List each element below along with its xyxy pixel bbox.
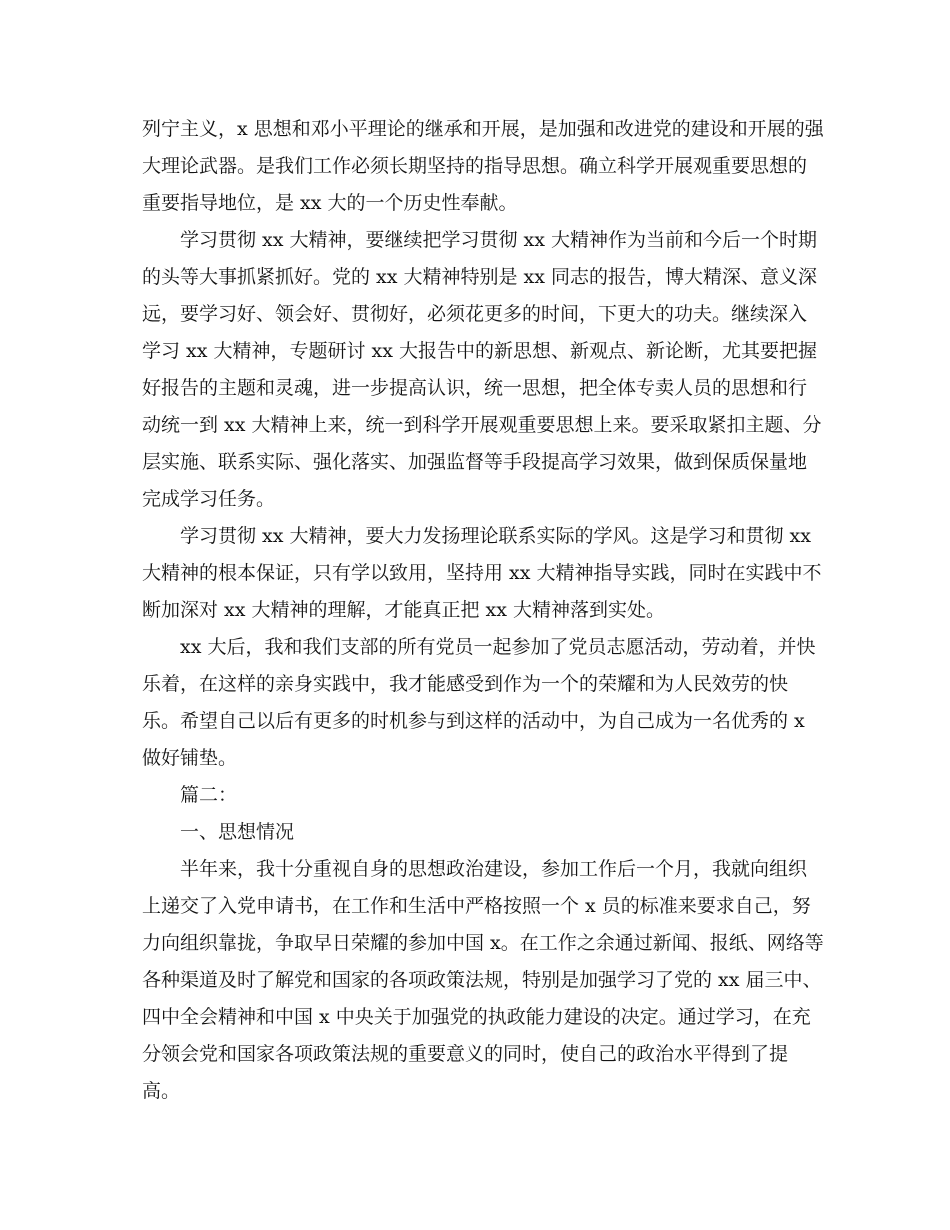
text-line: 列宁主义，x 思想和邓小平理论的继承和开展，是加强和改进党的建设和开展的强 bbox=[142, 118, 824, 140]
subsection-heading: 一、思想情况 bbox=[180, 821, 295, 843]
text-line: 力向组织靠拢，争取早日荣耀的参加中国 x。在工作之余通过新闻、报纸、网络等 bbox=[142, 932, 824, 954]
text-line: 乐。希望自己以后有更多的时机参与到这样的活动中，为自己成为一名优秀的 x bbox=[142, 710, 805, 732]
text-line: 高。 bbox=[142, 1080, 181, 1102]
text-line: 远，要学习好、领会好、贯彻好，必须花更多的时间，下更大的功夫。继续深入 bbox=[142, 303, 808, 325]
text-line: 分领会党和国家各项政策法规的重要意义的同时，使自己的政治水平得到了提 bbox=[142, 1043, 789, 1065]
text-line: 四中全会精神和中国 x 中央关于加强党的执政能力建设的决定。通过学习，在充 bbox=[142, 1006, 811, 1028]
text-line: xx 大后，我和我们支部的所有党员一起参加了党员志愿活动，劳动着，并快 bbox=[180, 636, 816, 658]
text-line: 好报告的主题和灵魂，进一步提高认识，统一思想，把全体专卖人员的思想和行 bbox=[142, 377, 808, 399]
text-line: 乐着，在这样的亲身实践中，我才能感受到作为一个的荣耀和为人民效劳的快 bbox=[142, 673, 789, 695]
text-line: 学习贯彻 xx 大精神，要大力发扬理论联系实际的学风。这是学习和贯彻 xx bbox=[180, 525, 811, 547]
text-line: 大理论武器。是我们工作必须长期坚持的指导思想。确立科学开展观重要思想的 bbox=[142, 155, 808, 177]
text-line: 做好铺垫。 bbox=[142, 747, 238, 769]
section-heading: 篇二： bbox=[180, 784, 238, 806]
text-line: 完成学习任务。 bbox=[142, 488, 276, 510]
text-line: 各种渠道及时了解党和国家的各项政策法规，特别是加强学习了党的 xx 届三中、 bbox=[142, 969, 822, 991]
text-line: 动统一到 xx 大精神上来，统一到科学开展观重要思想上来。要采取紧扣主题、分 bbox=[142, 414, 822, 436]
text-line: 大精神的根本保证，只有学以致用，坚持用 xx 大精神指导实践，同时在实践中不 bbox=[142, 562, 822, 584]
text-line: 学习贯彻 xx 大精神，要继续把学习贯彻 xx 大精神作为当前和今后一个时期 bbox=[180, 229, 818, 251]
text-line: 半年来，我十分重视自身的思想政治建设，参加工作后一个月，我就向组织 bbox=[180, 858, 808, 880]
text-line: 学习 xx 大精神，专题研讨 xx 大报告中的新思想、新观点、新论断，尤其要把握 bbox=[142, 340, 818, 362]
text-line: 重要指导地位，是 xx 大的一个历史性奉献。 bbox=[142, 192, 518, 214]
text-line: 上递交了入党申请书，在工作和生活中严格按照一个 x 员的标准来要求自己，努 bbox=[142, 895, 811, 917]
text-line: 层实施、联系实际、强化落实、加强监督等手段提高学习效果，做到保质保量地 bbox=[142, 451, 808, 473]
text-line: 断加深对 xx 大精神的理解，才能真正把 xx 大精神落到实处。 bbox=[142, 599, 666, 621]
text-line: 的头等大事抓紧抓好。党的 xx 大精神特别是 xx 同志的报告，博大精深、意义深 bbox=[142, 266, 818, 288]
